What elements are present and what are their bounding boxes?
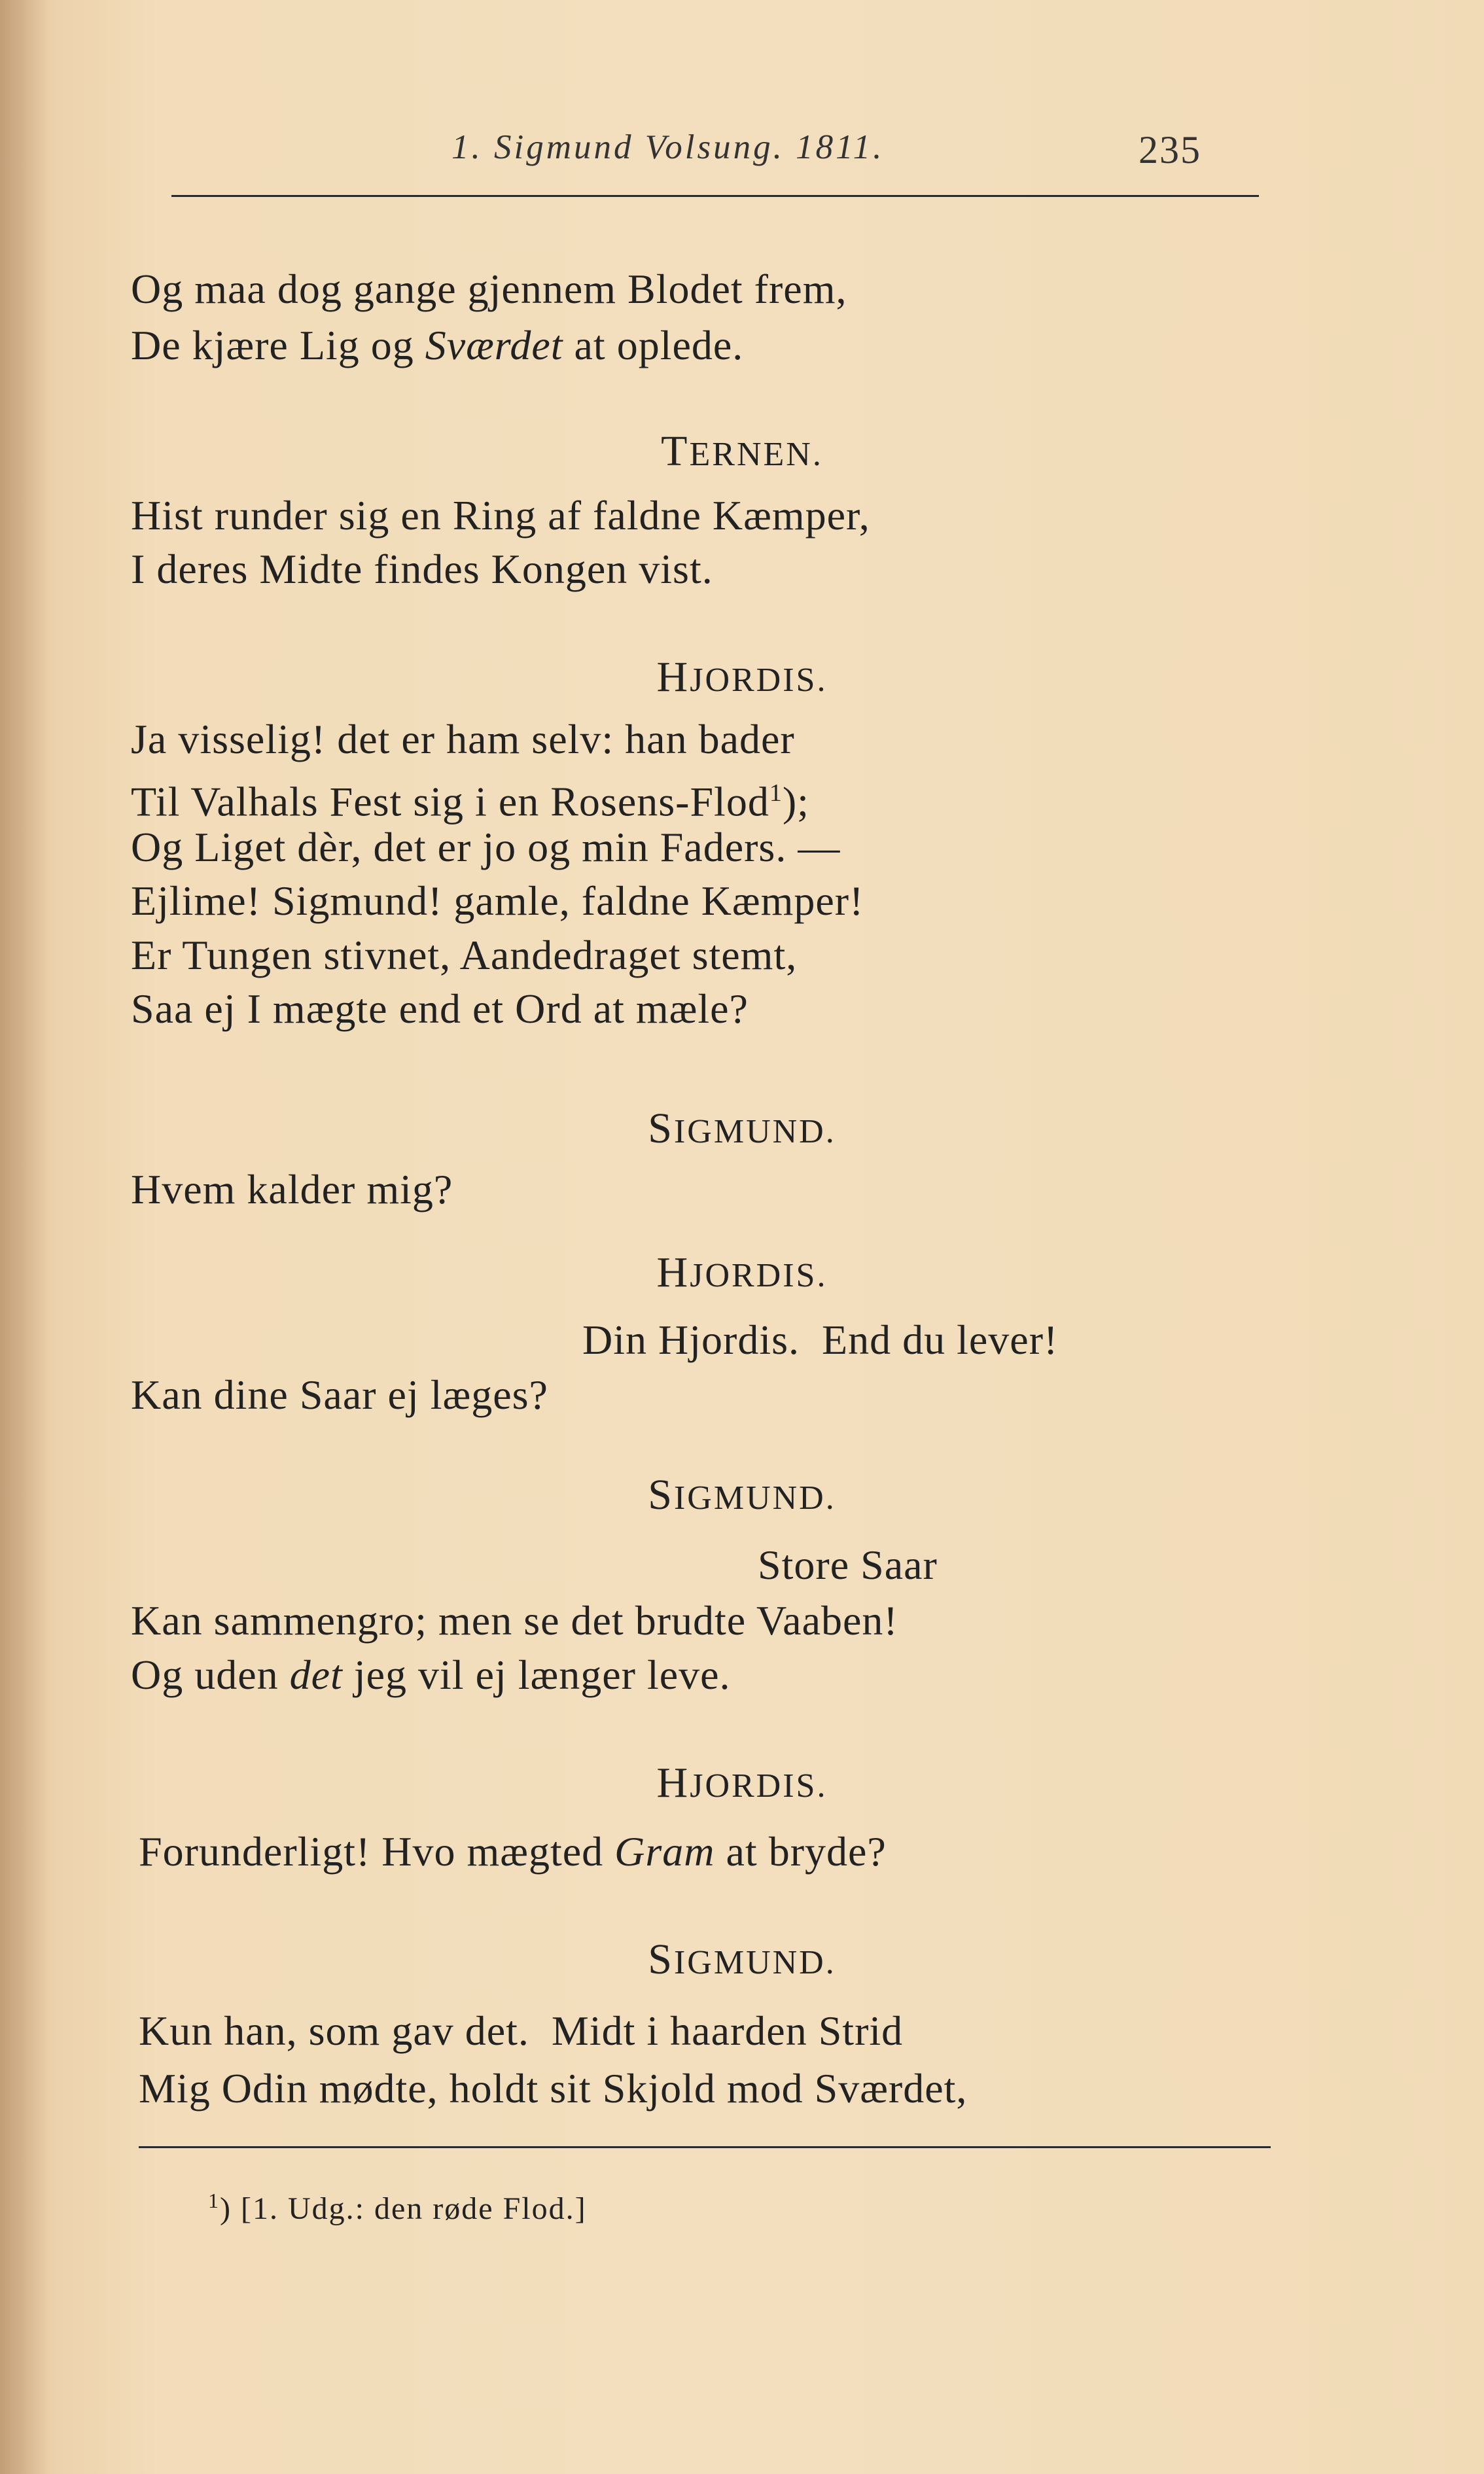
speaker-name: SIGMUND. [648, 1104, 836, 1152]
footnote: $^1$) [1. Udg.: den røde Flod.] [208, 2189, 587, 2226]
verse-line: Og Liget dèr, det er jo og min Faders. — [131, 824, 841, 870]
verse-line: Kan sammengro; men se det brudte Vaaben! [131, 1597, 898, 1644]
verse-line: Kun han, som gav det. Midt i haarden Strid [139, 2007, 904, 2054]
page-header [0, 128, 1484, 180]
verse-line: De kjære Lig og Sværdet at oplede. [131, 322, 744, 368]
verse-line: Hvem kalder mig? [131, 1166, 453, 1212]
verse-line: Din Hjordis. End du lever! [582, 1317, 1059, 1363]
verse-line: Til Valhals Fest sig i en Rosens-Flod$^1$); [131, 778, 809, 825]
speaker-name: HJORDIS. [656, 1248, 828, 1296]
speaker-name: TERNEN. [661, 427, 823, 475]
running-head: 1. Sigmund Volsung. 1811. [451, 128, 885, 166]
verse-line: I deres Midte findes Kongen vist. [131, 546, 713, 592]
page-number: 235 [1139, 128, 1201, 171]
verse-line: Og uden det jeg vil ej længer leve. [131, 1652, 731, 1698]
speaker-name: SIGMUND. [648, 1471, 836, 1519]
verse-line: Er Tungen stivnet, Aandedraget stemt, [131, 932, 798, 978]
verse-line: Saa ej I mægte end et Ord at mæle? [131, 985, 749, 1032]
header-rule [171, 195, 1259, 197]
verse-line: Hist runder sig en Ring af faldne Kæmper, [131, 492, 870, 539]
verse-line: Og maa dog gange gjennem Blodet frem, [131, 266, 847, 312]
verse-line: Forunderligt! Hvo mægted Gram at bryde? [139, 1828, 887, 1875]
verse-line: Store Saar [758, 1542, 938, 1588]
verse-line: Ejlime! Sigmund! gamle, faldne Kæmper! [131, 877, 864, 924]
verse-line: Kan dine Saar ej læges? [131, 1371, 548, 1418]
speaker-name: SIGMUND. [648, 1935, 836, 1983]
speaker-name: HJORDIS. [656, 653, 828, 701]
verse-line: Ja visselig! det er ham selv: han bader [131, 716, 795, 762]
verse-line: Mig Odin mødte, holdt sit Skjold mod Sværdet, [139, 2065, 968, 2112]
footnote-text: [1. Udg.: den røde Flod.] [240, 2191, 587, 2226]
speaker-name: HJORDIS. [656, 1759, 828, 1807]
footnote-marker: 1 [208, 2189, 220, 2212]
footnote-rule [139, 2146, 1271, 2148]
